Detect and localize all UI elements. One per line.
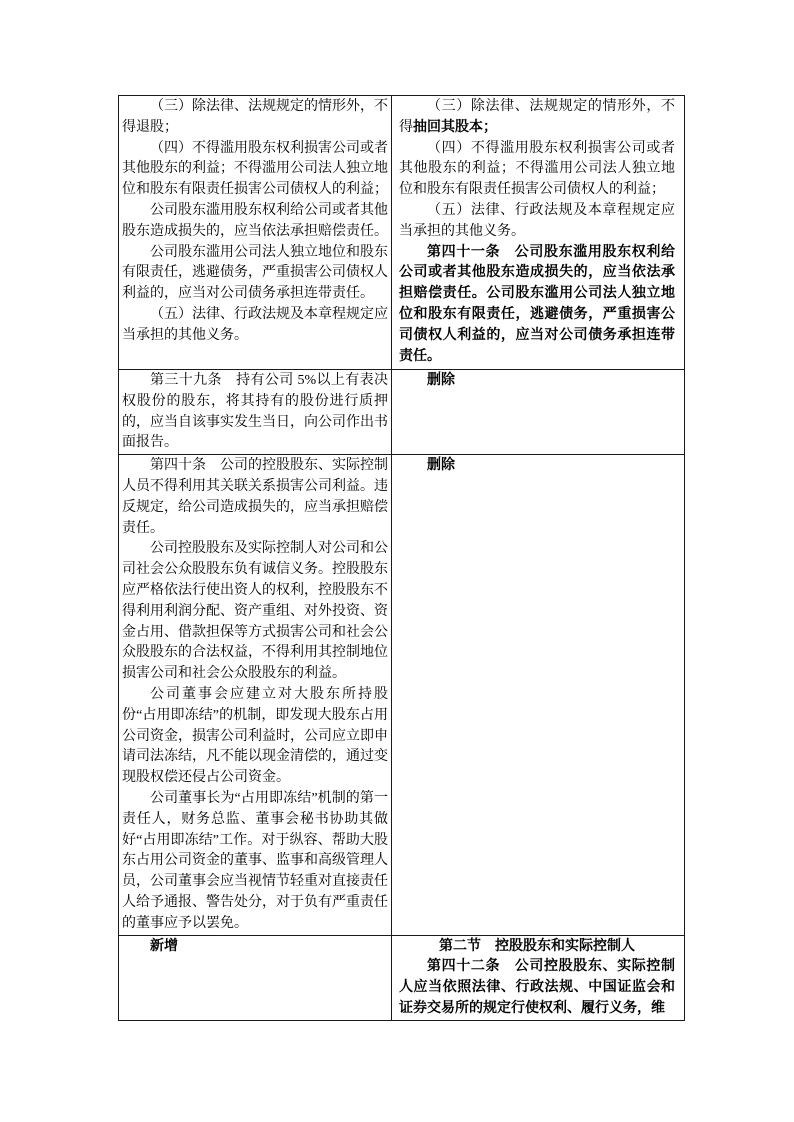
bold-text-run: 新增 bbox=[150, 938, 178, 954]
bold-text-run: 第二节 控股股东和实际控制人 bbox=[439, 938, 635, 954]
paragraph bbox=[122, 139, 388, 201]
cell-original-text bbox=[119, 455, 392, 935]
text-run: 公司股东滥用公司法人独立地位和股东有限责任，逃避债务，严重损害公司债权人利益的，应当对公司债务承担连带责任。 bbox=[122, 244, 388, 302]
paragraph bbox=[122, 201, 388, 243]
text-run: 公司董事会应建立对大股东所持股份“占用即冻结”的机制，即发现大股东占用公司资金，损害公司利益时，公司应立即申请司法冻结，凡不能以现金清偿的，通过变现股权偿还侵占公司资金。 bbox=[122, 686, 388, 786]
table-row bbox=[119, 370, 685, 455]
cell-revised-text bbox=[392, 455, 685, 935]
text-run: 公司董事长为“占用即冻结”机制的第一责任人，财务总监、董事会秘书协助其做好“占用即冻结”工作。对于纵容、帮助大股东占用公司资金的董事、监事和高级管理人员，公司董事会应当视情节轻重对直接责任人给予通报、警告处分，对于负有严重责任的董事应予以罢免。 bbox=[122, 790, 388, 931]
text-run: 第四十条 公司的控股股东、实际控制人员不得利用其关联关系损害公司利益。违反规定，给公司造成损失的，应当承担赔偿责任。 bbox=[122, 458, 388, 536]
paragraph bbox=[399, 957, 675, 1019]
bold-text-run: 删除 bbox=[427, 458, 455, 474]
text-run: （四）不得滥用股东权利损害公司或者其他股东的利益；不得滥用公司法人独立地位和股东有限责任损害公司债权人的利益； bbox=[399, 140, 675, 198]
paragraph bbox=[122, 243, 388, 305]
bold-text-run: 第四十一条 公司股东滥用股东权利给公司或者其他股东造成损失的，应当依法承担赔偿责任。公司股东滥用公司法人独立地位和股东有限责任，逃避债务，严重损害公司债权人利益的，应当对公司债务承担连带责任。 bbox=[399, 244, 675, 364]
paragraph bbox=[399, 937, 675, 958]
paragraph bbox=[122, 685, 388, 789]
bold-text-run: 删除 bbox=[427, 373, 455, 388]
text-run: （五）法律、行政法规及本章程规定应当承担的其他义务。 bbox=[399, 202, 675, 239]
paragraph bbox=[122, 789, 388, 935]
table-row bbox=[119, 96, 685, 370]
cell-revised-text bbox=[392, 370, 685, 455]
text-run: （三）除法律、法规规定的情形外，不得 bbox=[399, 99, 675, 135]
paragraph bbox=[399, 139, 675, 201]
paragraph bbox=[399, 201, 675, 243]
text-run: 公司控股股东及实际控制人对公司和公司社会公众股股东负有诚信义务。控股股东应严格依法行使出资人的权利，控股股东不得利用利润分配、资产重组、对外投资、资金占用、借款担保等方式损害公司和社会公众股股东的合法权益，不得利用其控制地位损害公司和社会公众股股东的利益。 bbox=[122, 541, 388, 682]
text-run: （四）不得滥用股东权利损害公司或者其他股东的利益；不得滥用公司法人独立地位和股东有限责任损害公司债权人的利益； bbox=[122, 140, 388, 198]
paragraph bbox=[399, 371, 675, 392]
bold-text-run: 第四十二条 公司控股股东、实际控制人应当依照法律、行政法规、中国证监会和证券交易所的规定行使权利、履行义务，维 bbox=[399, 959, 675, 1016]
cell-original-text bbox=[119, 935, 392, 1020]
paragraph bbox=[122, 539, 388, 685]
table-row bbox=[119, 935, 685, 1020]
paragraph bbox=[122, 305, 388, 347]
bold-text-run: 抽回其股本； bbox=[413, 119, 497, 135]
paragraph bbox=[122, 456, 388, 539]
paragraph bbox=[399, 243, 675, 368]
comparison-table-body bbox=[119, 96, 685, 1021]
comparison-table bbox=[118, 95, 685, 1021]
cell-original-text bbox=[119, 370, 392, 455]
paragraph bbox=[399, 97, 675, 139]
cell-revised-text bbox=[392, 96, 685, 370]
text-run: 第三十九条 持有公司 5%以上有表决权股份的股东，将其持有的股份进行质押的，应当自该事实发生当日，向公司作出书面报告。 bbox=[122, 373, 388, 451]
paragraph bbox=[122, 937, 388, 958]
paragraph bbox=[399, 456, 675, 477]
text-run: （三）除法律、法规规定的情形外，不得退股； bbox=[122, 99, 388, 135]
cell-revised-text bbox=[392, 935, 685, 1020]
text-run: 公司股东滥用股东权利给公司或者其他股东造成损失的，应当依法承担赔偿责任。 bbox=[122, 202, 388, 239]
paragraph bbox=[122, 97, 388, 139]
text-run: （五）法律、行政法规及本章程规定应当承担的其他义务。 bbox=[122, 306, 388, 343]
table-row bbox=[119, 455, 685, 935]
paragraph bbox=[122, 371, 388, 454]
cell-original-text bbox=[119, 96, 392, 370]
